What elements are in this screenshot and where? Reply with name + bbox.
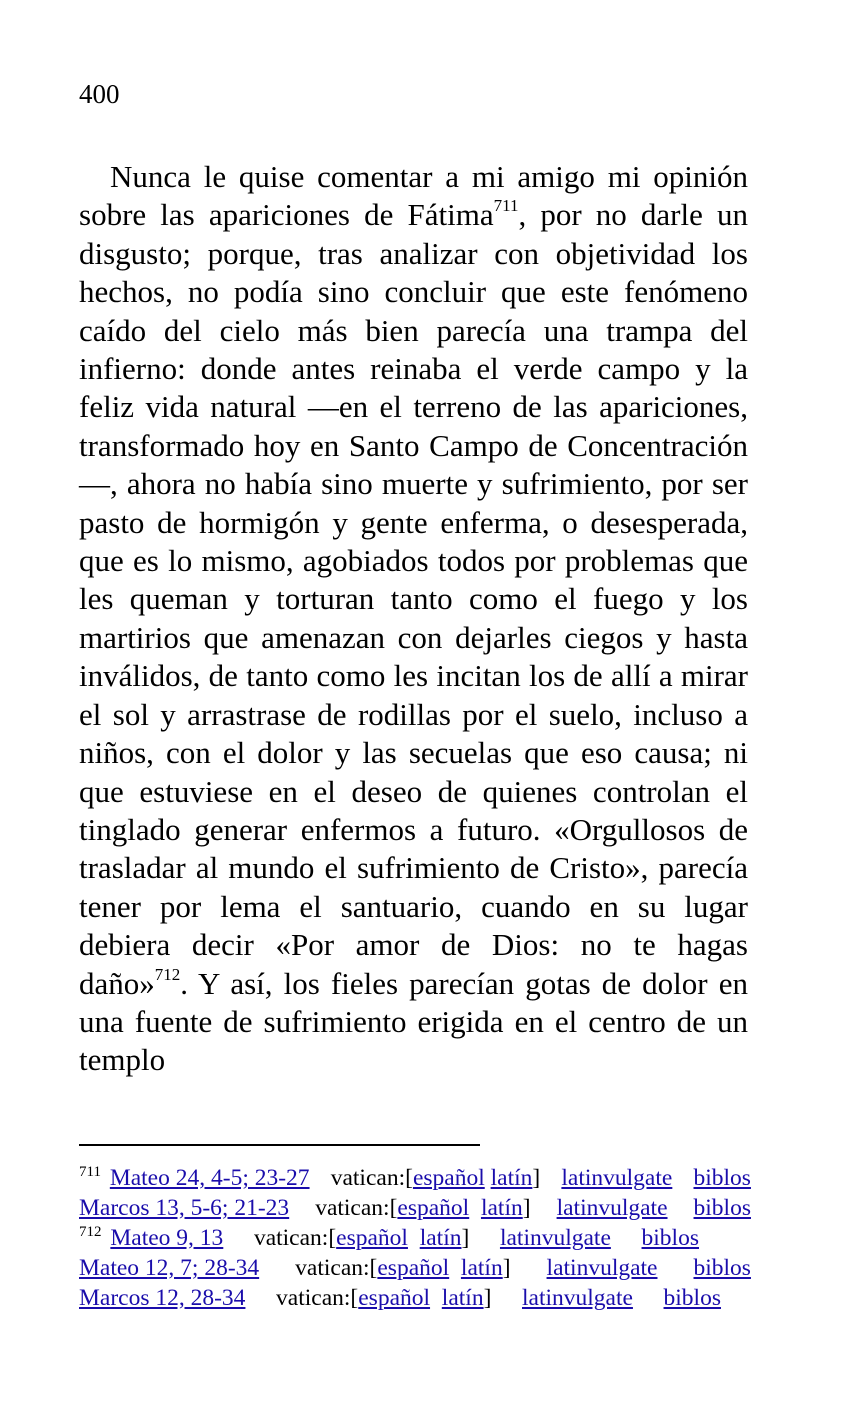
footnote-number-712: 712 <box>79 1224 102 1240</box>
vatican-prefix: vatican:[ <box>253 1225 337 1251</box>
vatican-prefix: vatican:[ <box>330 1165 413 1191</box>
vatican-close-bracket: ] <box>461 1225 470 1251</box>
bible-ref-link[interactable]: Marcos 12, 28-34 <box>79 1285 246 1311</box>
footnote-separator <box>79 1144 480 1146</box>
espanol-link[interactable]: español <box>377 1255 450 1281</box>
vatican-group <box>331 1163 541 1193</box>
footnote-712-line-1 <box>79 1223 699 1253</box>
footnote-ref-group <box>79 1223 223 1253</box>
biblos-link[interactable]: biblos <box>693 1195 751 1221</box>
espanol-link[interactable]: español <box>412 1165 485 1191</box>
page-number: 400 <box>79 79 120 109</box>
biblos-link[interactable]: biblos <box>693 1165 751 1191</box>
espanol-link[interactable]: español <box>336 1225 408 1251</box>
bible-ref-link[interactable]: Mateo 24, 4-5; 23-27 <box>109 1165 310 1191</box>
biblos-link[interactable]: biblos <box>693 1255 751 1281</box>
vatican-close-bracket: ] <box>522 1195 531 1221</box>
footnote-712-line-3 <box>79 1283 721 1313</box>
footnote-number-711: 711 <box>79 1164 101 1180</box>
bible-ref-link[interactable]: Mateo 12, 7; 28-34 <box>79 1255 260 1281</box>
latin-link[interactable]: latín <box>480 1195 523 1221</box>
latinvulgate-link[interactable]: latinvulgate <box>546 1255 658 1281</box>
latinvulgate-link[interactable]: latinvulgate <box>556 1195 668 1221</box>
vatican-close-bracket: ] <box>483 1285 492 1311</box>
footnote-ref-712: 712 <box>154 964 181 984</box>
latin-link[interactable]: latín <box>419 1225 462 1251</box>
footnote-ref-711: 711 <box>493 196 519 216</box>
vatican-group <box>276 1283 491 1313</box>
biblos-link[interactable]: biblos <box>663 1285 721 1311</box>
footnote-712-line-2 <box>79 1253 751 1283</box>
latin-link[interactable]: latín <box>490 1165 533 1191</box>
paragraph-text-3: . Y así, los fieles parecían gotas de dolor en una fuente de sufrimiento erigida en el centro de un templo <box>79 965 748 1078</box>
paragraph-text-2: , por no darle un disgusto; porque, tras analizar con objetividad los hechos, no podía sino concluir que este fenómeno caído del cielo más bien parecía una trampa del infierno: donde antes reinaba el verde campo y la feliz vida natural —en el terreno de las apariciones, transformado hoy en Santo Campo de Concentración—, ahora no había sino muerte y sufrimiento, por ser pasto de hormigón y gente enferma, o desesperada, que es lo mismo, agobiados todos por problemas que les queman y torturan tanto como el fuego y los martirios que amenazan con dejarles ciegos y hasta inválidos, de tanto como les incitan los de allí a mirar el sol y arrastrase de rodillas por el suelo, incluso a niños, con el dolor y las secuelas que eso causa; ni que estuviese en el deseo de quienes controlan el tinglado generar enfermos a futuro. «Orgullosos de trasladar al mundo el sufrimiento de Cristo», parecía tener por lema el santuario, cuando en su lugar debiera decir «Por amor de Dios: no te hagas daño» <box>79 197 748 1001</box>
bible-ref-link[interactable]: Mateo 9, 13 <box>110 1225 224 1251</box>
latinvulgate-link[interactable]: latinvulgate <box>499 1225 611 1251</box>
body-paragraph <box>79 158 748 1080</box>
vatican-close-bracket: ] <box>532 1165 541 1191</box>
footnote-711-line-1 <box>79 1163 751 1193</box>
vatican-prefix: vatican:[ <box>315 1195 398 1221</box>
vatican-group <box>254 1223 469 1253</box>
paragraph-text-1: Nunca le quise comentar a mi amigo mi opinión sobre las apariciones de Fátima <box>79 159 748 233</box>
vatican-close-bracket: ] <box>502 1255 511 1281</box>
latin-link[interactable]: latín <box>460 1255 503 1281</box>
footnotes <box>79 1163 751 1313</box>
vatican-prefix: vatican:[ <box>276 1285 359 1311</box>
latin-link[interactable]: latín <box>441 1285 484 1311</box>
biblos-link[interactable]: biblos <box>641 1225 699 1251</box>
bible-ref-link[interactable]: Marcos 13, 5-6; 21-23 <box>79 1195 290 1221</box>
vatican-group <box>295 1253 510 1283</box>
vatican-group <box>315 1193 530 1223</box>
latinvulgate-link[interactable]: latinvulgate <box>561 1165 673 1191</box>
espanol-link[interactable]: español <box>397 1195 470 1221</box>
latinvulgate-link[interactable]: latinvulgate <box>522 1285 633 1311</box>
footnote-ref-group <box>79 1163 310 1193</box>
footnote-711-line-2 <box>79 1193 751 1223</box>
espanol-link[interactable]: español <box>358 1285 431 1311</box>
vatican-prefix: vatican:[ <box>295 1255 378 1281</box>
